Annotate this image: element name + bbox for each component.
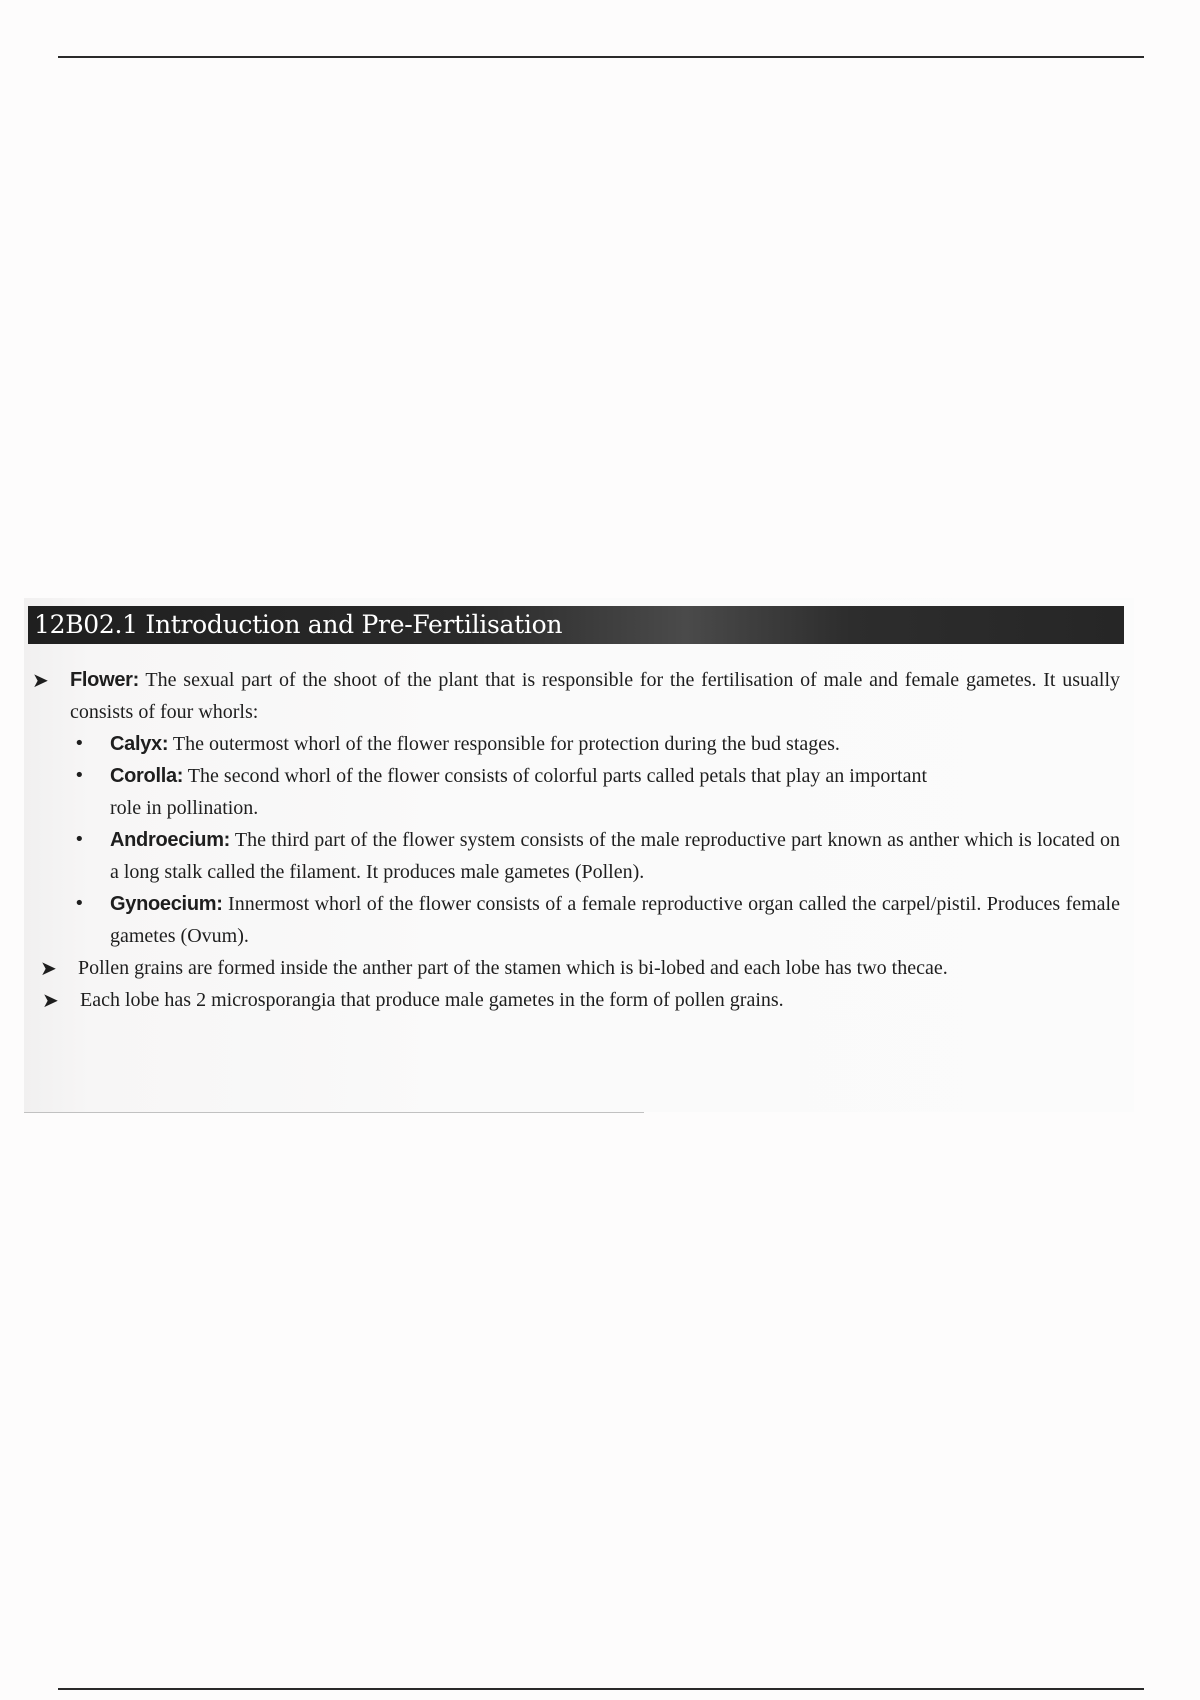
sub-item-corolla xyxy=(30,760,1120,824)
arrowhead-bullet-icon: ➤ xyxy=(40,956,57,980)
text-microsporangia: Each lobe has 2 microsporangia that produce male gametes in the form of pollen grains. xyxy=(80,989,784,1011)
dot-bullet-icon: • xyxy=(74,733,85,754)
list-item-microsporangia xyxy=(30,984,1120,1016)
term-flower: Flower: xyxy=(70,669,140,691)
text-corolla: The second whorl of the flower consists of colorful parts called petals that play an important role in pollination. xyxy=(110,765,928,819)
term-androecium: Androecium: xyxy=(110,829,231,851)
text-androecium: The third part of the flower system consists of the male reproductive part known as anther which is located on a long stalk called the filament. It produces male gametes (Pollen). xyxy=(110,829,1120,883)
text-pollen-grains: Pollen grains are formed inside the anther part of the stamen which is bi-lobed and each lobe has two thecae. xyxy=(78,957,948,979)
arrowhead-bullet-icon: ➤ xyxy=(42,988,59,1012)
header-rule xyxy=(58,56,1144,58)
sub-item-androecium xyxy=(30,824,1120,888)
section-heading-bar xyxy=(28,606,1124,644)
arrowhead-bullet-icon: ➤ xyxy=(32,668,49,692)
dot-bullet-icon: • xyxy=(74,765,85,786)
section-content xyxy=(30,664,1120,1016)
dot-bullet-icon: • xyxy=(74,829,85,850)
text-gynoecium: Innermost whorl of the flower consists of a female reproductive organ called the carpel/pistil. Produces female gametes (Ovum). xyxy=(110,893,1120,947)
list-item-flower xyxy=(30,664,1120,728)
term-gynoecium: Gynoecium: xyxy=(110,893,223,915)
term-corolla: Corolla: xyxy=(110,765,184,787)
dot-bullet-icon: • xyxy=(74,893,85,914)
section-divider xyxy=(24,1112,644,1113)
section-heading: 12B02.1 Introduction and Pre-Fertilisation xyxy=(34,610,563,639)
term-calyx: Calyx: xyxy=(110,733,169,755)
text-calyx: The outermost whorl of the flower responsible for protection during the bud stages. xyxy=(168,733,840,755)
footer-rule xyxy=(58,1688,1144,1690)
list-item-pollen-grains xyxy=(30,952,1120,984)
sub-item-calyx xyxy=(30,728,1120,760)
sub-item-gynoecium xyxy=(30,888,1120,952)
text-flower: The sexual part of the shoot of the plant that is responsible for the fertilisation of male and female gametes. It usually consists of four whorls: xyxy=(70,669,1120,723)
